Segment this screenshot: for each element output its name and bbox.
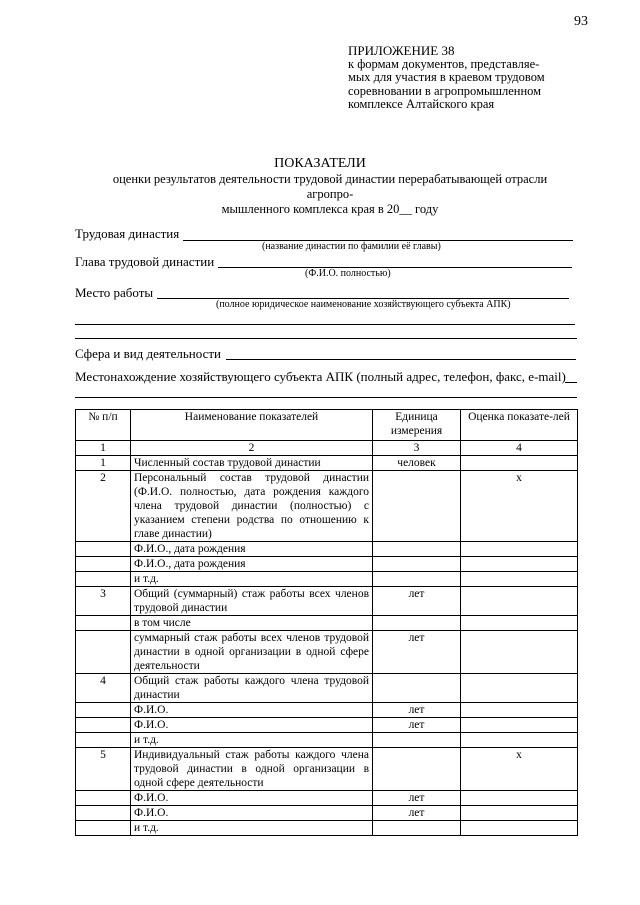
- appendix-line: комплексе Алтайского края: [348, 97, 495, 111]
- row-score[interactable]: [461, 456, 578, 471]
- row-number: [76, 703, 131, 718]
- row-indicator-name: Общий стаж работы каждого члена трудовой династии: [131, 674, 373, 703]
- table-row: [76, 718, 578, 733]
- row-score[interactable]: х: [461, 748, 578, 791]
- row-unit: лет: [373, 587, 461, 616]
- table-row: [76, 703, 578, 718]
- row-unit: лет: [373, 791, 461, 806]
- row-number: [76, 821, 131, 836]
- page-number: 93: [574, 14, 588, 29]
- table-row: [76, 616, 578, 631]
- row-unit: [373, 616, 461, 631]
- location-field-line[interactable]: [565, 382, 577, 383]
- column-number: 3: [373, 441, 461, 456]
- row-number: [76, 806, 131, 821]
- sphere-label: Сфера и вид деятельности: [75, 346, 221, 361]
- row-indicator-name: Персональный состав трудовой династии (Ф.И.О. полностью, дата рождения каждого члена трудовой династии (полностью) с указанием степени родства по отношению к главе династии): [131, 471, 373, 542]
- subtitle-line: оценки результатов деятельности трудовой династии перерабатывающей отрасли агропро-: [112, 172, 548, 201]
- work-field-line-2[interactable]: [75, 324, 575, 325]
- sphere-field-line[interactable]: [226, 359, 576, 360]
- row-unit: [373, 471, 461, 542]
- document-subtitle: [95, 172, 565, 217]
- row-number: [76, 791, 131, 806]
- subtitle-line: мышленного комплекса края в 20__ году: [221, 202, 439, 216]
- row-score[interactable]: [461, 616, 578, 631]
- row-score[interactable]: [461, 718, 578, 733]
- row-unit: человек: [373, 456, 461, 471]
- row-indicator-name: Численный состав трудовой династии: [131, 456, 373, 471]
- row-indicator-name: и т.д.: [131, 821, 373, 836]
- column-number: 1: [76, 441, 131, 456]
- row-score[interactable]: [461, 806, 578, 821]
- table-row: [76, 572, 578, 587]
- table-row: [76, 557, 578, 572]
- row-indicator-name: Ф.И.О.: [131, 718, 373, 733]
- table-row: [76, 542, 578, 557]
- row-score[interactable]: [461, 572, 578, 587]
- head-caption: (Ф.И.О. полностью): [305, 268, 391, 279]
- appendix-line: к формам документов, представляе-: [348, 56, 540, 71]
- row-indicator-name: и т.д.: [131, 733, 373, 748]
- row-number: 4: [76, 674, 131, 703]
- row-score[interactable]: [461, 631, 578, 674]
- row-indicator-name: Индивидуальный стаж работы каждого члена трудовой династии в одной организации в одной сфере деятельности: [131, 748, 373, 791]
- document-title: ПОКАЗАТЕЛИ: [274, 156, 366, 171]
- row-indicator-name: Ф.И.О.: [131, 703, 373, 718]
- row-unit: лет: [373, 703, 461, 718]
- row-score[interactable]: [461, 733, 578, 748]
- row-indicator-name: Общий (суммарный) стаж работы всех членов трудовой династии: [131, 587, 373, 616]
- row-unit: [373, 733, 461, 748]
- row-score[interactable]: [461, 542, 578, 557]
- row-unit: лет: [373, 631, 461, 674]
- row-unit: [373, 557, 461, 572]
- dynasty-caption: (название династии по фамилии её главы): [262, 241, 441, 252]
- row-score[interactable]: [461, 587, 578, 616]
- header-name: Наименование показателей: [131, 410, 373, 441]
- row-number: [76, 718, 131, 733]
- row-unit: лет: [373, 806, 461, 821]
- row-indicator-name: Ф.И.О.: [131, 806, 373, 821]
- row-indicator-name: суммарный стаж работы всех членов трудовой династии в одной организации в одной сфере деятельности: [131, 631, 373, 674]
- row-unit: [373, 821, 461, 836]
- table-row: [76, 733, 578, 748]
- row-indicator-name: Ф.И.О., дата рождения: [131, 542, 373, 557]
- row-score[interactable]: [461, 557, 578, 572]
- appendix-title: ПРИЛОЖЕНИЕ 38: [348, 43, 455, 58]
- dynasty-label: Трудовая династия: [75, 226, 180, 241]
- row-score[interactable]: [461, 703, 578, 718]
- work-field-line-3[interactable]: [75, 338, 577, 339]
- head-field-line[interactable]: [218, 267, 572, 268]
- work-label: Место работы: [75, 285, 154, 300]
- row-number: [76, 557, 131, 572]
- row-score[interactable]: [461, 821, 578, 836]
- row-number: [76, 542, 131, 557]
- row-unit: [373, 674, 461, 703]
- table-header-row: [76, 410, 578, 441]
- row-unit: [373, 572, 461, 587]
- column-number: 4: [461, 441, 578, 456]
- table-row: [76, 456, 578, 471]
- row-indicator-name: и т.д.: [131, 572, 373, 587]
- row-number: 5: [76, 748, 131, 791]
- row-indicator-name: Ф.И.О.: [131, 791, 373, 806]
- indicators-table: [75, 409, 578, 836]
- row-number: [76, 616, 131, 631]
- row-number: [76, 572, 131, 587]
- appendix-block: [348, 44, 580, 112]
- row-unit: [373, 542, 461, 557]
- header-unit: Единица измерения: [373, 410, 461, 441]
- row-score[interactable]: х: [461, 471, 578, 542]
- table-row: [76, 631, 578, 674]
- head-label: Глава трудовой династии: [75, 254, 215, 269]
- table-row: [76, 674, 578, 703]
- appendix-line: соревновании в агропромышленном: [348, 83, 542, 98]
- work-caption: (полное юридическое наименование хозяйствующего субъекта АПК): [216, 299, 511, 310]
- row-score[interactable]: [461, 674, 578, 703]
- table-row: [76, 821, 578, 836]
- row-number: [76, 631, 131, 674]
- appendix-line: мых для участия в краевом трудовом: [348, 70, 545, 84]
- row-unit: лет: [373, 718, 461, 733]
- row-number: [76, 733, 131, 748]
- table-row: [76, 806, 578, 821]
- table-row: [76, 748, 578, 791]
- row-number: 2: [76, 471, 131, 542]
- table-row: [76, 587, 578, 616]
- header-score: Оценка показате-лей: [461, 410, 578, 441]
- row-number: 1: [76, 456, 131, 471]
- column-number: 2: [131, 441, 373, 456]
- row-number: 3: [76, 587, 131, 616]
- location-field-line-2[interactable]: [75, 397, 577, 398]
- row-indicator-name: Ф.И.О., дата рождения: [131, 557, 373, 572]
- header-num: № п/п: [76, 410, 131, 441]
- table-column-numbers-row: [76, 441, 578, 456]
- table-row: [76, 471, 578, 542]
- row-indicator-name: в том числе: [131, 616, 373, 631]
- location-label: Местонахождение хозяйствующего субъекта АПК (полный адрес, телефон, факс, e-mail): [75, 369, 566, 384]
- table-row: [76, 791, 578, 806]
- indicators-table-body: [76, 410, 578, 836]
- row-unit: [373, 748, 461, 791]
- row-score[interactable]: [461, 791, 578, 806]
